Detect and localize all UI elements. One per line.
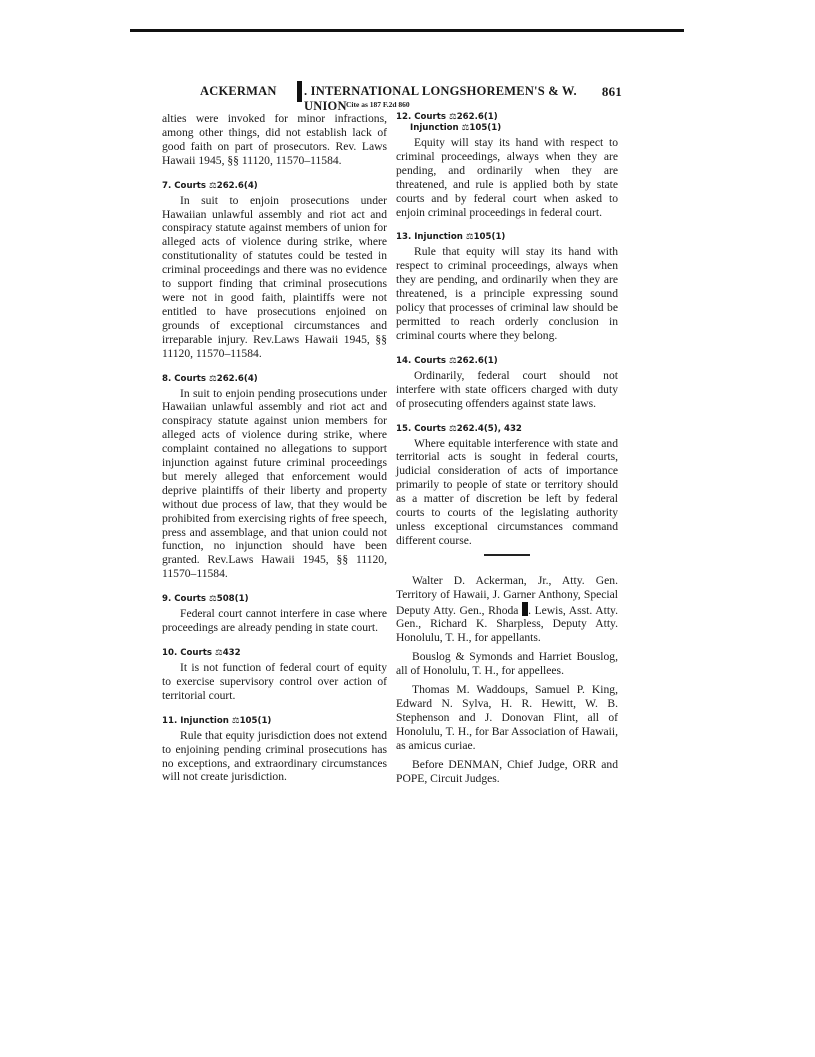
headnote-text-13: Rule that equity will stay its hand with respect to criminal proceedings, always when they are pending, and ordinarily when they are threatened, is a principle expressing sound policy that processes of criminal law should be permitted to reach orderly conclusion in criminal courts where they belong. <box>396 245 618 342</box>
counsel-appellees: Bouslog & Symonds and Harriet Bouslog, all of Honolulu, T. H., for appellees. <box>396 650 618 678</box>
counsel-appellants <box>396 574 618 646</box>
counsel-appellants-end: . Lewis, Asst. Atty. Gen., Richard K. Sharpless, Deputy Atty. Honolulu, T. H., for appellants. <box>396 603 618 645</box>
headnote-text-11: Rule that equity jurisdiction does not extend to enjoining pending criminal prosecutions has no exceptions, and extraordinary circumstances will not create jurisdiction. <box>162 728 387 784</box>
headnote-key-13: 13. Injunction ⚖105(1) <box>396 232 506 243</box>
headnote-key-12-sub: Injunction ⚖105(1) <box>410 123 502 133</box>
headnote-key-11: 11. Injunction ⚖105(1) <box>162 715 272 726</box>
right-column <box>396 112 618 790</box>
page-number: 861 <box>601 84 622 99</box>
citation-line: Cite as 187 F.2d 860 <box>346 100 410 109</box>
headnote-key-14: 14. Courts ⚖262.6(1) <box>396 355 498 366</box>
top-rule <box>130 29 684 32</box>
bench-line: Before DENMAN, Chief Judge, ORR and POPE, Circuit Judges. <box>396 757 618 785</box>
headnote-key-12-main: 12. Courts ⚖262.6(1) <box>396 112 498 122</box>
left-column <box>162 112 387 784</box>
lead-paragraph: alties were invoked for minor infractions, among other things, did not establish lack of good faith on part of prosecutors. Rev. Laws Hawaii 1945, §§ 11120, 11570–11584. <box>162 112 387 167</box>
redaction-mark <box>297 81 302 102</box>
headnote-key-8: 8. Courts ⚖262.6(4) <box>162 373 258 384</box>
headnote-key-12 <box>396 112 618 134</box>
headnote-key-7: 7. Courts ⚖262.6(4) <box>162 180 258 191</box>
running-head-left: ACKERMAN <box>200 84 277 98</box>
headnote-text-9: Federal court cannot interfere in case where proceedings are already pending in state court. <box>162 607 387 635</box>
section-separator <box>484 554 530 556</box>
headnote-text-12: Equity will stay its hand with respect to criminal proceedings, always when they are pending, and ordinarily when they are threatened, and rule is applied both by state courts and by federal court when asked to enjoin criminal proceedings in federal court. <box>396 136 618 219</box>
headnote-key-10: 10. Courts ⚖432 <box>162 648 241 658</box>
headnote-text-15: Where equitable interference with state and territorial acts is sought in federal courts, judicial consideration of acts of importance primarily to people of state or territory should as a matter of discretion be left by federal courts to courts of the legislating authority unless exceptional circumstances command different course. <box>396 436 618 547</box>
counsel-amicus: Thomas M. Waddoups, Samuel P. King, Edward N. Sylva, H. R. Hewitt, W. B. Stephenson and J. Donovan Flint, all of Honolulu, T. H., for Bar Association of Hawaii, as amicus curiae. <box>396 683 618 752</box>
counsel-appellants-start: Walter D. Ackerman, Jr., Atty. Gen. Territory of Hawaii, J. Garner Anthony, Special Deputy Atty. Gen., Rhoda <box>396 573 618 617</box>
headnote-text-10: It is not function of federal court of equity to exercise supervisory control over action of territorial court. <box>162 661 387 702</box>
headnote-text-7: In suit to enjoin prosecutions under Hawaiian unlawful assembly and riot act and conspiracy statute against members of union for alleged acts of violence during strike, where constitutionality of statutes could be tested in criminal proceedings and there was no evidence to support finding that criminal prosecutions were not in good faith, plaintiffs were not entitled to have prosecutions enjoined on grounds of exceptional circumstances and irreparable injury. Rev.Laws Hawaii 1945, §§ 11120, 11570–11584. <box>162 193 387 360</box>
headnote-key-15: 15. Courts ⚖262.4(5), 432 <box>396 423 522 434</box>
headnote-text-8: In suit to enjoin pending prosecutions under Hawaiian unlawful assembly and riot act and conspiracy statute against union members for alleged acts of violence during strike, where complaint contained no allegations to support injunction against future criminal proceedings but merely alleged that enforcement would deprive plaintiffs of their liberty and property without due process of law, that they would be prohibited from exercising rights of free speech, press and assemblage, and that union could not function, no injunction should have been granted. Rev.Laws Hawaii 1945, §§ 11120, 11570–11584. <box>162 386 387 581</box>
headnote-text-14: Ordinarily, federal court should not interfere with state officers charged with duty of prosecuting offenders against state laws. <box>396 368 618 410</box>
headnote-key-9: 9. Courts ⚖508(1) <box>162 594 249 605</box>
running-head-right: . INTERNATIONAL LONGSHOREMEN'S & W. UNION <box>304 84 577 113</box>
